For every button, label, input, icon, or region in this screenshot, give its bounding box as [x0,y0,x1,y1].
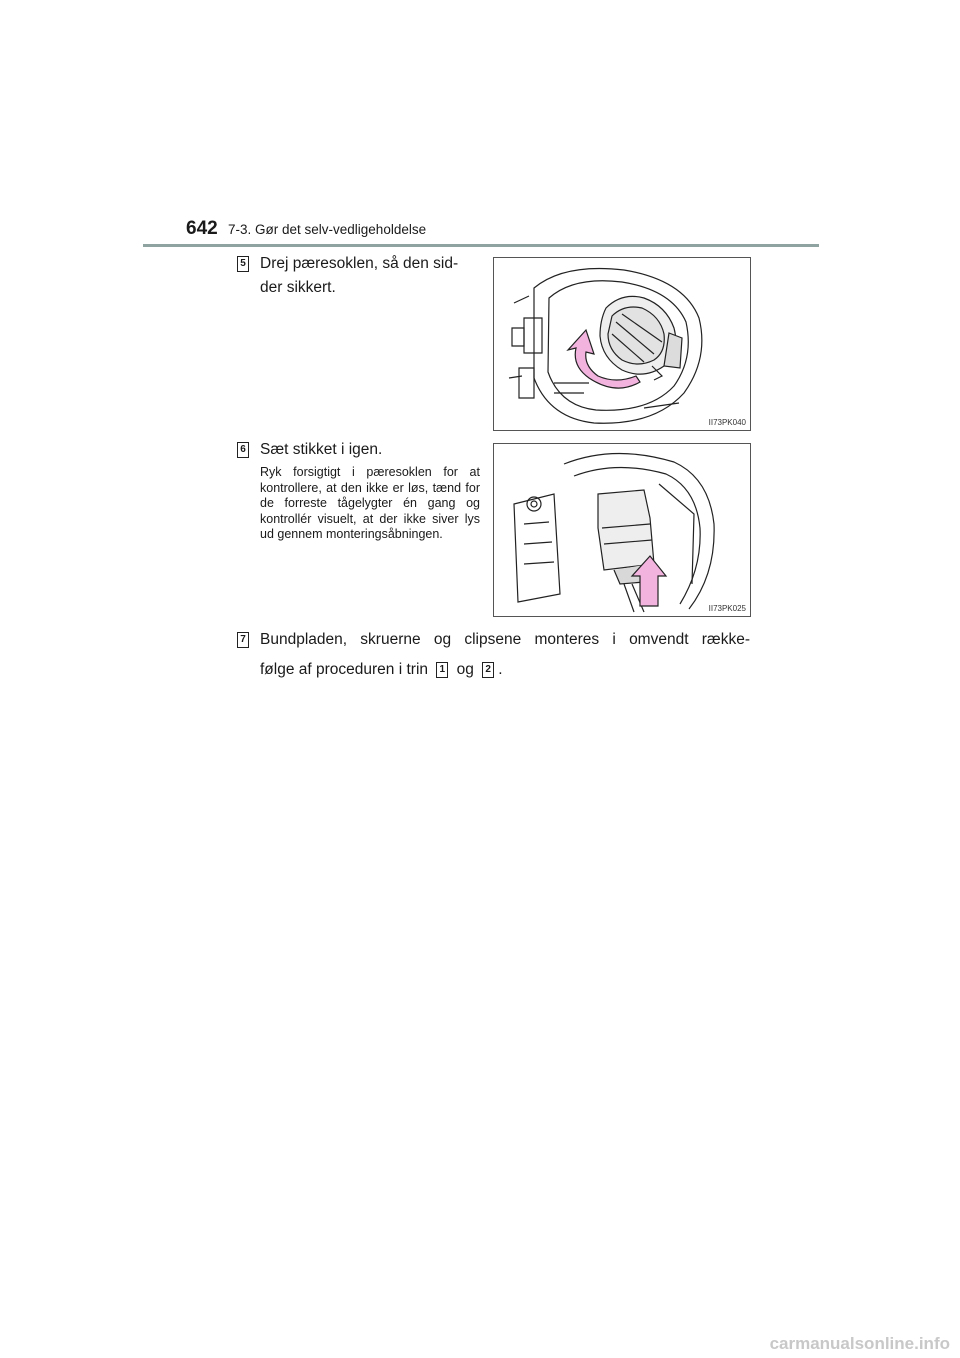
figure-bulb-socket-rotate [493,257,751,431]
step-ref-2: 2 [482,662,494,678]
step-5-text-line1: Drej pæresoklen, så den sid- [260,255,459,272]
rotate-socket-illustration [494,258,750,430]
header-rule [143,244,819,247]
step-7-line2-suffix: . [498,661,503,678]
insert-connector-illustration [494,444,750,616]
step-6-note: Ryk forsigtigt i pæresoklen for at kontrollere, at den ikke er løs, tænd for de forreste tågelygter én gang og kontrollér visuelt, at der ikke siver lys ud gennem monteringsåbningen. [260,465,480,541]
step-5-text-line2: der sikkert. [260,279,336,296]
step-7-conjunction: og [456,661,474,678]
step-7-text-line2 [260,658,503,682]
section-title: 7-3. Gør det selv-vedligeholdelse [228,222,427,237]
figure-code-6: II73PK025 [708,604,746,613]
watermark: carmanualsonline.info [769,1334,950,1353]
step-number-6: 6 [237,442,249,458]
step-7-line2-prefix: følge af proceduren i trin [260,661,429,678]
step-6-text: Sæt stikket i igen. [260,441,383,458]
figure-connector-insert [493,443,751,617]
page-number: 642 [186,218,218,239]
figure-code-5: II73PK040 [708,418,746,427]
step-ref-1: 1 [436,662,448,678]
step-7-text-line1: Bundpladen, skruerne og clipsene monteres i omvendt række- [260,631,750,648]
step-number-5: 5 [237,256,249,272]
step-number-7: 7 [237,632,249,648]
